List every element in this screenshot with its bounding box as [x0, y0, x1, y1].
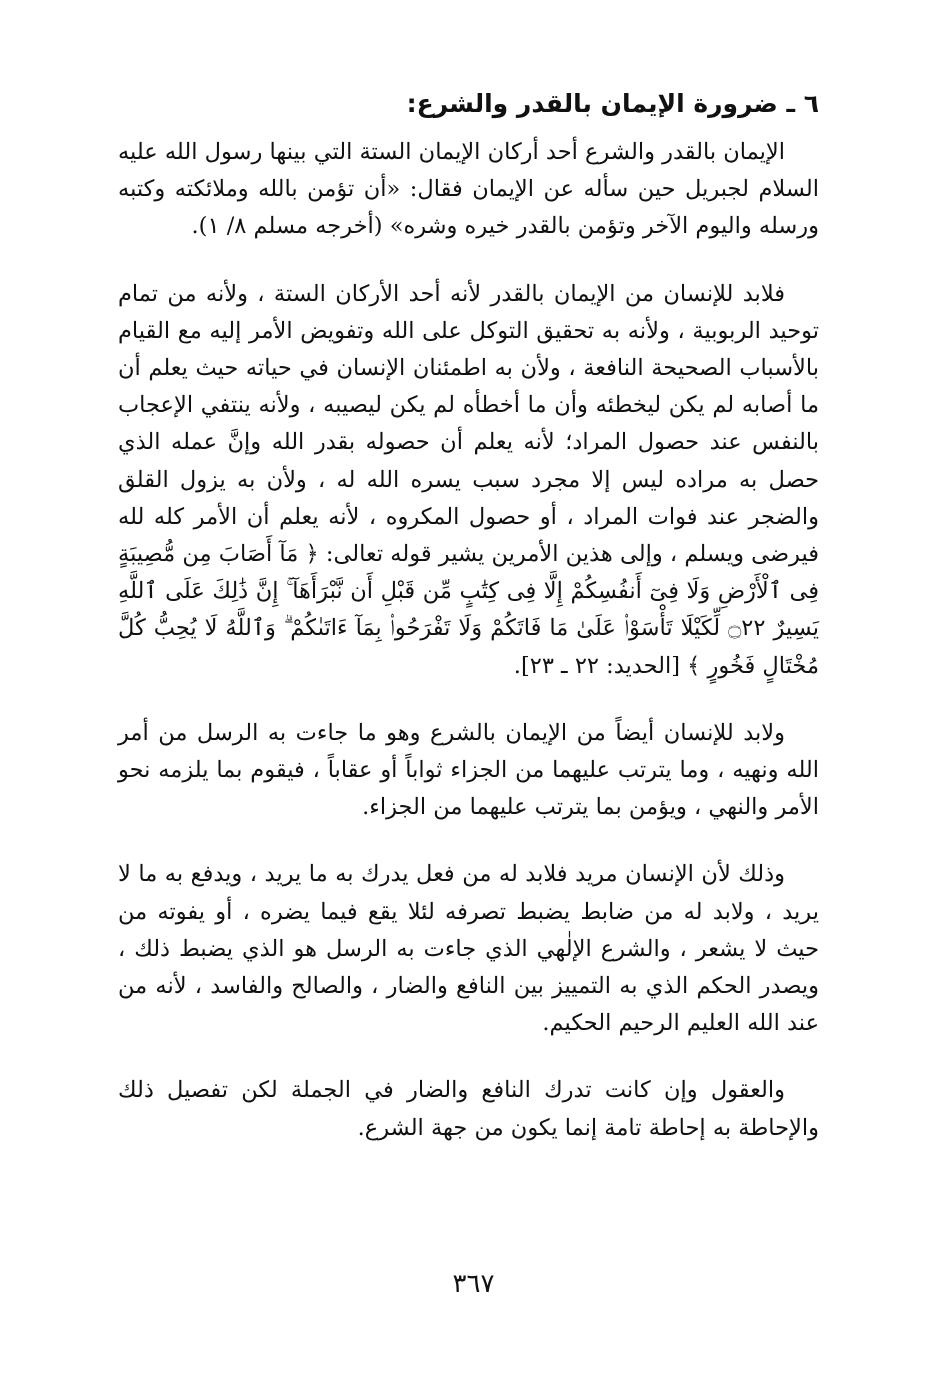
paragraph-2-text: فلابد للإنسان من الإيمان بالقدر لأنه أحد الأركان الستة ، ولأنه من تمام توحيد الربوبية ، ولأنه به تحقيق التوكل على الله وتفويض الأمر إليه مع القيام بالأسباب الصحيحة النافعة ، ولأن به اطمئنان الإنسان في حياته حيث يعلم أن ما أصابه لم يكن ليخطئه وأن ما أخطأه لم يكن ليصيبه ، ولأنه ينتفي الإعجاب بالنفس عند حصول المراد؛ لأنه يعلم أن حصوله بقدر الله وإنَّ عمله الذي حصل به مراده ليس إلا مجرد سبب يسره الله له ، ولأن به يزول القلق والضجر عند فوات المراد ، أو حصول المكروه ، لأنه يعلم أن الأمر كله لله فيرضى ويسلم ، وإلى هذين الأمرين يشير قوله تعالى: — [118, 280, 820, 568]
paragraph-2 — [118, 276, 819, 685]
paragraph-4: وذلك لأن الإنسان مريد فلابد له من فعل يدرك به ما يريد ، ويدفع به ما لا يريد ، ولابد له من ضابط يضبط تصرفه لئلا يقع فيما يضره ، أو يفوته من حيث لا يشعر ، والشرع الإلٰهي الذي جاءت به الرسل هو الذي يضبط ذلك ، ويصدر الحكم الذي به التمييز بين النافع والضار ، والصالح والفاسد ، لأنه من عند الله العليم الرحيم الحكيم. — [118, 861, 819, 1037]
section-heading: ٦ ـ ضرورة الإيمان بالقدر والشرع: — [406, 89, 819, 118]
paragraph-1: الإيمان بالقدر والشرع أحد أركان الإيمان الستة التي بينها رسول الله عليه السلام لجبريل حين سأله عن الإيمان فقال: «أن تؤمن بالله وملائكته وكتبه ورسله واليوم الآخر وتؤمن بالقدر خيره وشره» (أخرجه مسلم ٨/ ١). — [117, 139, 819, 240]
page-number: ٣٦٧ — [452, 1269, 495, 1299]
quran-verse: ﴿ مَآ أَصَابَ مِن مُّصِيبَةٍ فِى ٱلْأَرْضِ وَلَا فِىٓ أَنفُسِكُمْ إِلَّا فِى كِتَٰبٍ مِّن قَبْلِ أَن نَّبْرَأَهَآ ۚ إِنَّ ذَٰلِكَ عَلَى ٱللَّهِ يَسِيرٌ ۝٢٢ لِّكَيْلَا تَأْسَوْا۟ عَلَىٰ مَا فَاتَكُمْ وَلَا تَفْرَحُوا۟ بِمَآ ءَاتَىٰكُمْ ۗ وَٱللَّهُ لَا يُحِبُّ كُلَّ مُخْتَالٍ فَخُورٍ ﴾ — [118, 541, 819, 679]
page-content — [118, 84, 819, 1177]
verse-reference: [الحديد: ٢٢ ـ ٢٣]. — [513, 652, 681, 679]
paragraph-3: ولابد للإنسان أيضاً من الإيمان بالشرع وهو ما جاءت به الرسل من أمر الله ونهيه ، وما يترتب عليهما من الجزاء ثواباً أو عقاباً ، فيقوم بما يلزمه نحو الأمر والنهي ، ويؤمن بما يترتب عليهما من الجزاء. — [118, 719, 819, 821]
paragraph-5: والعقول وإن كانت تدرك النافع والضار في الجملة لكن تفصيل ذلك والإحاطة به إحاطة تامة إنما يكون من جهة الشرع. — [118, 1077, 819, 1141]
